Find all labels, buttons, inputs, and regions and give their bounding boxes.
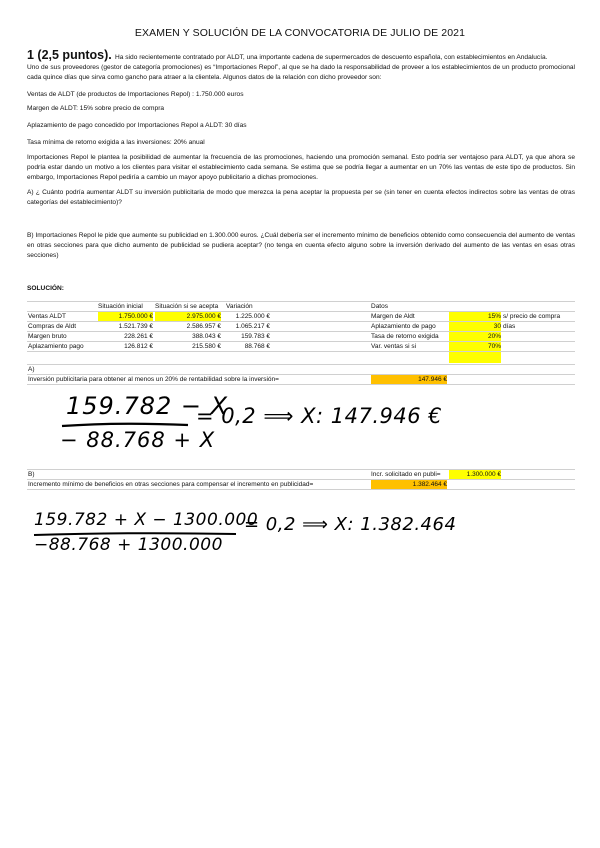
handwriting-a-numerator: 159.782 − X xyxy=(66,392,229,420)
datos-value-return: 20% xyxy=(449,332,501,341)
solution-label: SOLUCIÓN: xyxy=(27,285,64,292)
fact-margin: Margen de ALDT: 15% sobre precio de compra xyxy=(27,105,165,112)
handwriting-b-numerator: 159.782 + X − 1300.000 xyxy=(34,510,259,530)
document-title: EXAMEN Y SOLUCIÓN DE LA CONVOCATORIA DE JULIO DE 2021 xyxy=(134,27,466,39)
row-label-margin: Margen bruto xyxy=(28,333,67,340)
b-value: 1.382.464 € xyxy=(371,480,447,489)
datos-note-margin: s/ precio de compra xyxy=(503,313,561,320)
datos-value-margin: 15% xyxy=(449,312,501,321)
fact-return-rate: Tasa mínima de retorno exigida a las inversiones: 20% anual xyxy=(27,139,205,146)
a-value: 147.946 € xyxy=(371,375,447,384)
row-sales-variation: 1.225.000 € xyxy=(235,313,270,320)
row-margin-initial: 228.261 € xyxy=(124,333,153,340)
question-intro-1: Ha sido recientemente contratado por ALDT, una importante cadena de supermercados de descuento española, con establecimientos en Andalucía. xyxy=(115,54,548,61)
b-label: B) xyxy=(28,471,35,478)
b-incr-value: 1.300.000 € xyxy=(449,470,501,479)
question-number: 1 (2,5 puntos). xyxy=(27,48,112,62)
datos-value-sales-var: 70% xyxy=(449,342,501,351)
handwriting-b-result: = 0,2 ⟹ X: 1.382.464 xyxy=(244,514,457,535)
datos-yellow-filler xyxy=(449,352,501,363)
row-purchases-variation: 1.065.217 € xyxy=(235,323,270,330)
a-label: A) xyxy=(28,366,35,373)
row-margin-variation: 159.783 € xyxy=(241,333,270,340)
header-initial: Situación inicial xyxy=(98,303,143,310)
row-deferral-accepted: 215.580 € xyxy=(192,343,221,350)
a-text: Inversión publicitaria para obtener al menos un 20% de rentabilidad sobre la inversión= xyxy=(28,376,279,383)
datos-label-margin: Margen de Aldt xyxy=(371,313,415,320)
row-deferral-variation: 88.768 € xyxy=(244,343,270,350)
row-sales-accepted: 2.975.000 € xyxy=(155,312,221,321)
row-label-purchases: Compras de Aldt xyxy=(28,323,77,330)
datos-label-sales-var: Var. ventas si si xyxy=(371,343,417,350)
datos-note-deferral: días xyxy=(503,323,516,330)
row-label-sales: Ventas ALDT xyxy=(28,313,66,320)
datos-label-deferral: Aplazamiento de pago xyxy=(371,323,436,330)
datos-label-return: Tasa de retorno exigida xyxy=(371,333,439,340)
handwriting-a-result: = 0,2 ⟹ X: 147.946 € xyxy=(196,404,443,428)
row-purchases-initial: 1.521.739 € xyxy=(118,323,153,330)
question-part-a: A) ¿ Cuánto podría aumentar ALDT su inversión publicitaria de modo que merezca la pena aceptar la propuesta per se (sin tener en cuenta efectos indirectos sobre las ventas de otras categorías del establecimiento)? xyxy=(27,189,575,207)
question-part-b: B) Importaciones Repol le pide que aumente su publicidad en 1.300.000 euros. ¿Cuál debería ser el incremento mínimo de beneficios obtenido como consecuencia del aumento de ventas en otras secciones para que dicho aumento de publicidad se pudiera aceptar? (no tenga en cuenta efecto alguno sobre la inversión derivado del aumento de las ventas en esas otras secciones) xyxy=(27,232,575,260)
row-purchases-accepted: 2.586.957 € xyxy=(186,323,221,330)
handwriting-b-denominator: −88.768 + 1300.000 xyxy=(34,535,223,555)
datos-value-deferral: 30 xyxy=(449,322,501,331)
header-accepted: Situación si se acepta xyxy=(155,303,219,310)
datos-header: Datos xyxy=(371,303,388,310)
fact-sales: Ventas de ALDT (de productos de Importaciones Repol) : 1.750.000 euros xyxy=(27,91,244,98)
fact-payment-deferral: Aplazamiento de pago concedido por Importaciones Repol a ALDT: 30 días xyxy=(27,122,247,129)
row-sales-initial: 1.750.000 € xyxy=(98,312,153,321)
row-label-deferral: Aplazamiento pago xyxy=(28,343,84,350)
row-deferral-initial: 126.812 € xyxy=(124,343,153,350)
question-paragraph-2: Importaciones Repol le plantea la posibilidad de aumentar la frecuencia de las promociones, haciendo una promoción semanal. Esto podría ser ventajoso para ALDT, ya que ahora se podría estar dando un motivo a los clientes para visitar el establecimiento cada semana. Se estima que se podría llegar a aumentar en un 70% las ventas de este tipo de productos. Sin embargo, Importaciones Repol pediría a cambio un mayor apoyo publicitario a dichas promociones. xyxy=(27,154,575,182)
question-intro-2: Uno de sus proveedores (gestor de categoría promociones) es “Importaciones Repol”, al que se ha dado la responsabilidad de proveer a los establecimientos de un producto promocional cada quince días que sirva como gancho para atraer a la clientela. Algunos datos de la relación con dicho proveedor son: xyxy=(27,64,575,82)
header-variation: Variación xyxy=(226,303,253,310)
handwriting-a-denominator: − 88.768 + X xyxy=(60,428,216,452)
b-text: Incremento mínimo de beneficios en otras secciones para compensar el incremento en publicidad= xyxy=(28,481,314,488)
row-margin-accepted: 388.043 € xyxy=(192,333,221,340)
b-incr-label: Incr. solicitado en publi= xyxy=(371,471,441,478)
